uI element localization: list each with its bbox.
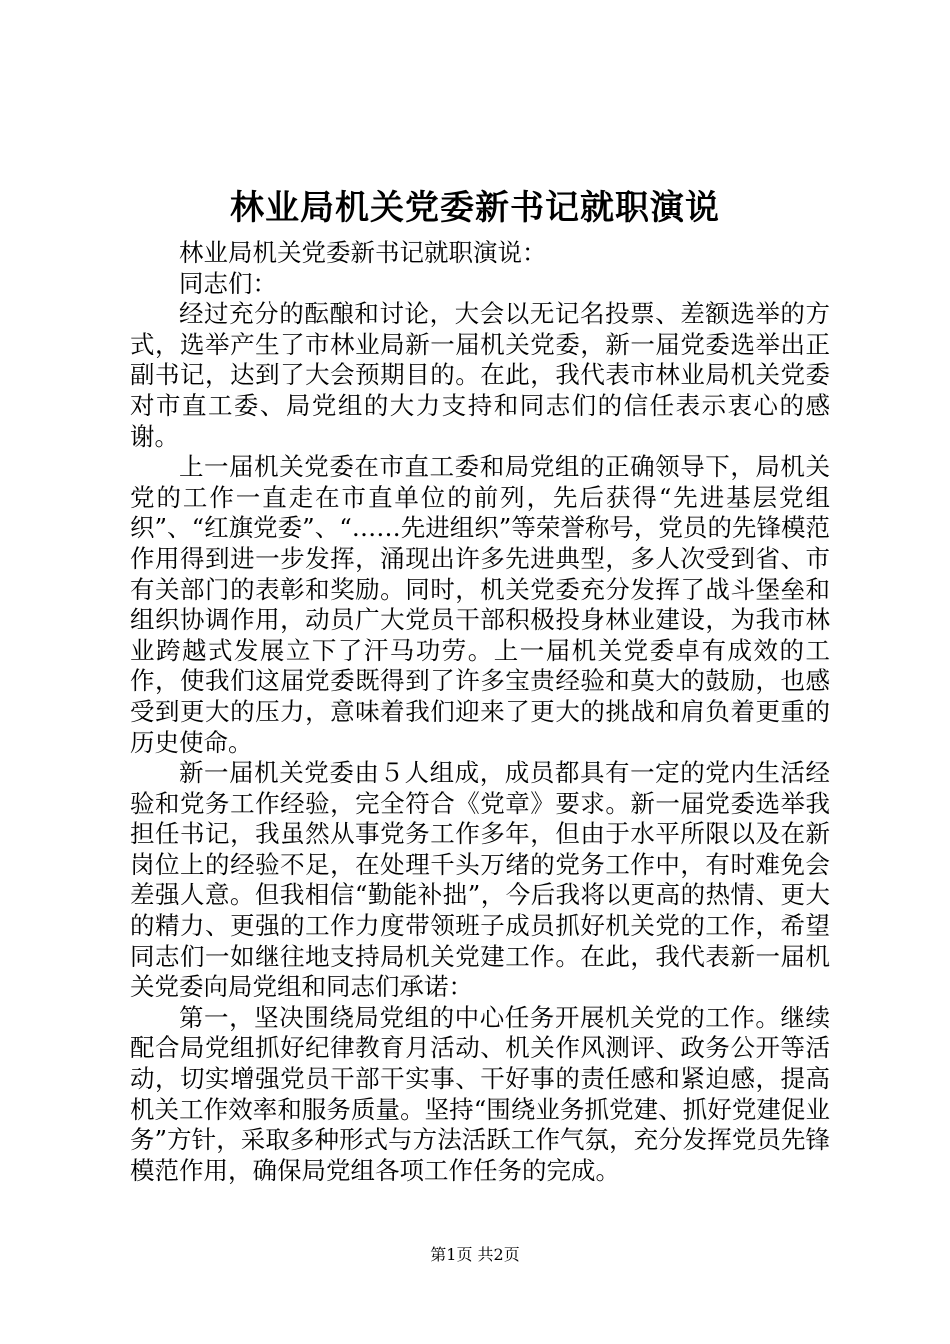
paragraph-salutation: 同志们：: [179, 268, 277, 298]
paragraph-new-committee: 新一届机关党委由５人组成，成员都具有一定的党内生活经验和党务工作经验，完全符合《党章》要求。新一届党委选举我担任书记，我虽然从事党务工作多年，但由于水平所限以及在新岗位上的经验不足，在处理千头万绪的党务工作中，有时难免会差强人意。但我相信“勤能补拙”，今后我将以更高的热情、更大的精力、更强的工作力度带领班子成员抓好机关党的工作，希望同志们一如继往地支持局机关党建工作。在此，我代表新一届机关党委向局党组和同志们承诺：: [130, 758, 830, 1002]
paragraph-heading-repeat: 林业局机关党委新书记就职演说：: [179, 238, 547, 267]
document-title: 林业局机关党委新书记就职演说: [230, 188, 720, 228]
page-footer: 第1页 共2页: [430, 1245, 520, 1264]
document-body: [130, 238, 830, 1186]
paragraph-previous-committee: 上一届机关党委在市直工委和局党组的正确领导下，局机关党的工作一直走在市直单位的前列，先后获得“先进基层党组织”、“红旗党委”、“……先进组织”等荣誉称号，党员的先锋模范作用得到进一步发挥，涌现出许多先进典型，多人次受到省、市有关部门的表彰和奖励。同时，机关党委充分发挥了战斗堡垒和组织协调作用，动员广大党员干部积极投身林业建设，为我市林业跨越式发展立下了汗马功劳。上一届机关党委卓有成效的工作，使我们这届党委既得到了许多宝贵经验和莫大的鼓励，也感受到更大的压力，意味着我们迎来了更大的挑战和肩负着更重的历史使命。: [130, 452, 830, 757]
paragraph-pledge-one: 第一，坚决围绕局党组的中心任务开展机关党的工作。继续配合局党组抓好纪律教育月活动、机关作风测评、政务公开等活动，切实增强党员干部干实事、干好事的责任感和紧迫感，提高机关工作效率和服务质量。坚持“围绕业务抓党建、抓好党建促业务”方针，采取多种形式与方法活跃工作气氛，充分发挥党员先锋模范作用，确保局党组各项工作任务的完成。: [130, 1002, 830, 1185]
paragraph-intro: 经过充分的酝酿和讨论，大会以无记名投票、差额选举的方式，选举产生了市林业局新一届机关党委，新一届党委选举出正副书记，达到了大会预期目的。在此，我代表市林业局机关党委对市直工委、局党组的大力支持和同志们的信任表示衷心的感谢。: [130, 299, 830, 451]
